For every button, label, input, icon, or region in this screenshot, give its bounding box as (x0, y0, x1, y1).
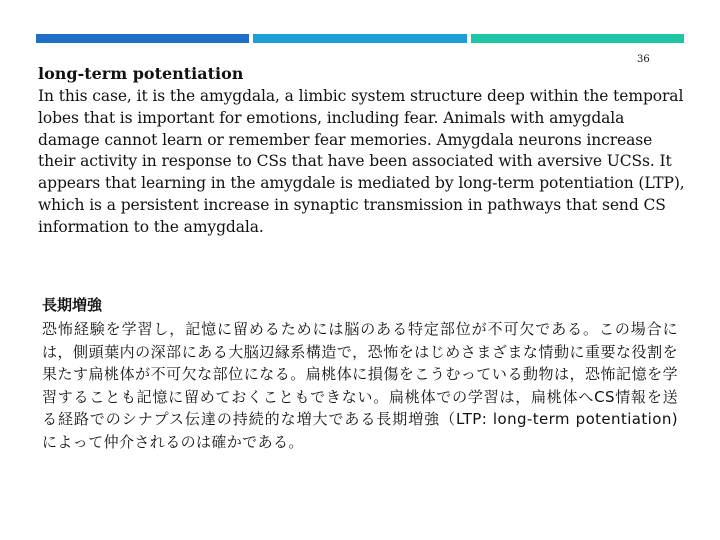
header-bar-teal (471, 34, 684, 43)
header-bar-light-blue (253, 34, 466, 43)
header-bar-blue (36, 34, 249, 43)
japanese-title: 長期増強 (42, 296, 103, 314)
english-title: long-term potentiation (38, 64, 244, 83)
japanese-paragraph: 恐怖経験を学習し，記憶に留めるためには脳のある特定部位が不可欠である。この場合には，側頭葉内の深部にある大脳辺縁系構造で，恐怖をはじめさまざまな情動に重要な役割を果たす扁桃体が不可欠な部位になる。扁桃体に損傷をこうむっている動物は，恐怖記憶を学習することも記憶に留めておくこともできない。扁桃体での学習は，扁桃体へCS情報を送る経路でのシナプス伝達の持続的な増大である長期増強（LTP: long-term potentiation)によって仲介されるのは確かである。 (42, 320, 678, 451)
header-color-bars (36, 34, 684, 43)
page-number: 36 (637, 54, 650, 65)
english-paragraph: In this case, it is the amygdala, a limbic system structure deep within the temporal lobes that is important for emotions, including fear. Animals with amygdala damage cannot learn or remember fear memories. Amygdala neurons increase their activity in response to CSs that have been associated with aversive UCSs. It appears that learning in the amygdale is mediated by long-term potentiation (LTP), which is a persistent increase in synaptic transmission in pathways that send CS information to the amygdala. (38, 87, 685, 236)
